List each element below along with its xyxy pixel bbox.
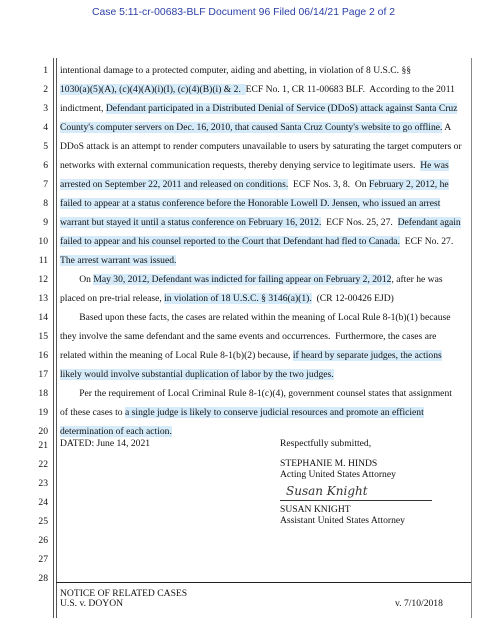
text-segment: they involve the same defendant and the same events and occurrences. Furthermore, the cases are	[60, 331, 437, 342]
highlighted-text: in violation of 18 U.S.C. § 3146(a)(1).	[164, 293, 312, 304]
attorney-title: Acting United States Attorney	[280, 469, 396, 480]
line-number: 8	[43, 198, 48, 209]
highlighted-text: likely would involve substantial duplication of labor by the two judges.	[60, 369, 334, 380]
attorney-name: STEPHANIE M. HINDS	[280, 458, 378, 469]
line-number: 18	[38, 388, 48, 399]
highlighted-text: May 30, 2012, Defendant was indicted for failing appear on February 2, 2012	[93, 274, 392, 285]
text-line	[60, 331, 468, 342]
line-number: 20	[38, 426, 48, 437]
highlighted-text: determination of each action.	[60, 426, 172, 437]
text-segment: intentional damage to a protected computer, aiding and abetting, in violation of 8 U.S.C. §§	[60, 65, 412, 76]
text-segment: ECF No. 27.	[399, 236, 454, 247]
text-segment: ECF Nos. 3, 8. On	[288, 179, 369, 190]
line-number: 10	[38, 236, 48, 247]
highlighted-text: County's computer servers on Dec. 16, 2010, that caused Santa Cruz County's website to go offline.	[60, 122, 443, 133]
highlighted-text: Defendant participated in a Distributed Denial of Service (DDoS) attack against Santa Cruz	[105, 103, 458, 114]
line-number: 15	[38, 331, 48, 342]
right-margin-rule	[471, 58, 472, 618]
footer-version: v. 7/10/2018	[395, 598, 443, 609]
line-number: 16	[38, 350, 48, 361]
text-line	[60, 407, 468, 418]
highlighted-text: February 2, 2012, he	[369, 179, 449, 190]
text-segment: On	[60, 274, 94, 285]
text-line	[60, 236, 468, 247]
text-line	[60, 160, 468, 171]
highlighted-text: arrested on September 22, 2011 and released on conditions.	[60, 179, 289, 190]
text-line	[60, 369, 468, 380]
footer-case: U.S. v. DOYON	[60, 598, 124, 609]
highlighted-text: Defendant again	[397, 217, 461, 228]
text-line	[60, 426, 468, 437]
line-number: 19	[38, 407, 48, 418]
line-number: 5	[43, 141, 48, 152]
line-number: 4	[43, 122, 48, 133]
highlighted-text: failed to appear and his counsel reported to the Court that Defendant had fled to Canada.	[60, 236, 400, 247]
text-line	[60, 84, 468, 95]
text-line	[60, 312, 468, 323]
text-segment: Based upon these facts, the cases are related within the meaning of Local Rule 8-1(b)(1) because	[60, 312, 451, 323]
text-line	[60, 255, 468, 266]
line-number: 22	[38, 459, 48, 470]
text-segment: , after he was	[391, 274, 443, 285]
line-number: 21	[38, 440, 48, 451]
highlighted-text: The arrest warrant was issued.	[60, 255, 177, 266]
highlighted-text: 1030(a)(5)(A), (c)(4)(A)(i)(I), (c)(4)(B)(i) & 2.	[60, 84, 246, 95]
text-segment: A	[442, 122, 452, 133]
line-number: 9	[43, 217, 48, 228]
signature-line	[280, 500, 432, 501]
text-segment: related within the meaning of Local Rule 8-1(b)(2) because,	[60, 350, 293, 361]
text-line	[60, 217, 468, 228]
line-number: 25	[38, 516, 48, 527]
line-number: 26	[38, 535, 48, 546]
text-line	[60, 103, 468, 114]
line-number: 12	[38, 274, 48, 285]
line-number: 28	[38, 573, 48, 584]
text-line	[60, 141, 468, 152]
signer-title: Assistant United States Attorney	[280, 515, 405, 526]
signer-name: SUSAN KNIGHT	[280, 504, 351, 515]
left-margin-rule-inner	[56, 58, 57, 618]
text-segment: placed on pre-trial release,	[60, 293, 165, 304]
left-margin-rule	[53, 58, 54, 618]
highlighted-text: warrant but stayed it until a status conference on February 16, 2012.	[60, 217, 322, 228]
footer-title: NOTICE OF RELATED CASES	[60, 588, 188, 599]
text-line	[60, 388, 468, 399]
text-segment: of these cases to	[60, 407, 126, 418]
line-number: 17	[38, 369, 48, 380]
line-number: 13	[38, 293, 48, 304]
line-number: 24	[38, 497, 48, 508]
highlighted-text: failed to appear at a status conference before the Honorable Lowell D. Jensen, who issued an arrest	[60, 198, 441, 209]
line-number: 23	[38, 478, 48, 489]
text-line	[60, 274, 468, 285]
closing: Respectfully submitted,	[280, 438, 372, 449]
text-segment: networks with external communication requests, thereby denying service to legitimate users.	[60, 160, 421, 171]
line-number: 7	[43, 179, 48, 190]
text-line	[60, 293, 468, 304]
text-line	[60, 198, 468, 209]
text-segment: (CR 12-00426 EJD)	[311, 293, 394, 304]
text-segment: Per the requirement of Local Criminal Rule 8-1(c)(4), government counsel states that assignment	[60, 388, 452, 399]
text-line	[60, 65, 468, 76]
text-segment: indictment,	[60, 103, 106, 114]
line-number: 2	[43, 84, 48, 95]
text-segment: DDoS attack is an attempt to render computers unavailable to users by saturating the target computers or	[60, 141, 462, 152]
text-line	[60, 350, 468, 361]
highlighted-text: He was	[420, 160, 449, 171]
signature: Susan Knight	[286, 484, 368, 498]
line-number: 1	[43, 65, 48, 76]
case-header: Case 5:11-cr-00683-BLF Document 96 Filed 06/14/21 Page 2 of 2	[91, 7, 396, 18]
text-line	[60, 179, 468, 190]
footer-rule	[56, 582, 471, 583]
line-number: 3	[43, 103, 48, 114]
text-segment: ECF Nos. 25, 27.	[321, 217, 398, 228]
text-line	[60, 122, 468, 133]
line-number: 27	[38, 554, 48, 565]
text-segment: ECF No. 1, CR 11-00683 BLF. According to the 2011	[245, 84, 455, 95]
line-number: 14	[38, 312, 48, 323]
highlighted-text: if heard by separate judges, the actions	[292, 350, 442, 361]
line-number: 11	[38, 255, 48, 266]
highlighted-text: a single judge is likely to conserve judicial resources and promote an efficient	[125, 407, 424, 418]
date-line: DATED: June 14, 2021	[60, 438, 151, 449]
line-number: 6	[43, 160, 48, 171]
